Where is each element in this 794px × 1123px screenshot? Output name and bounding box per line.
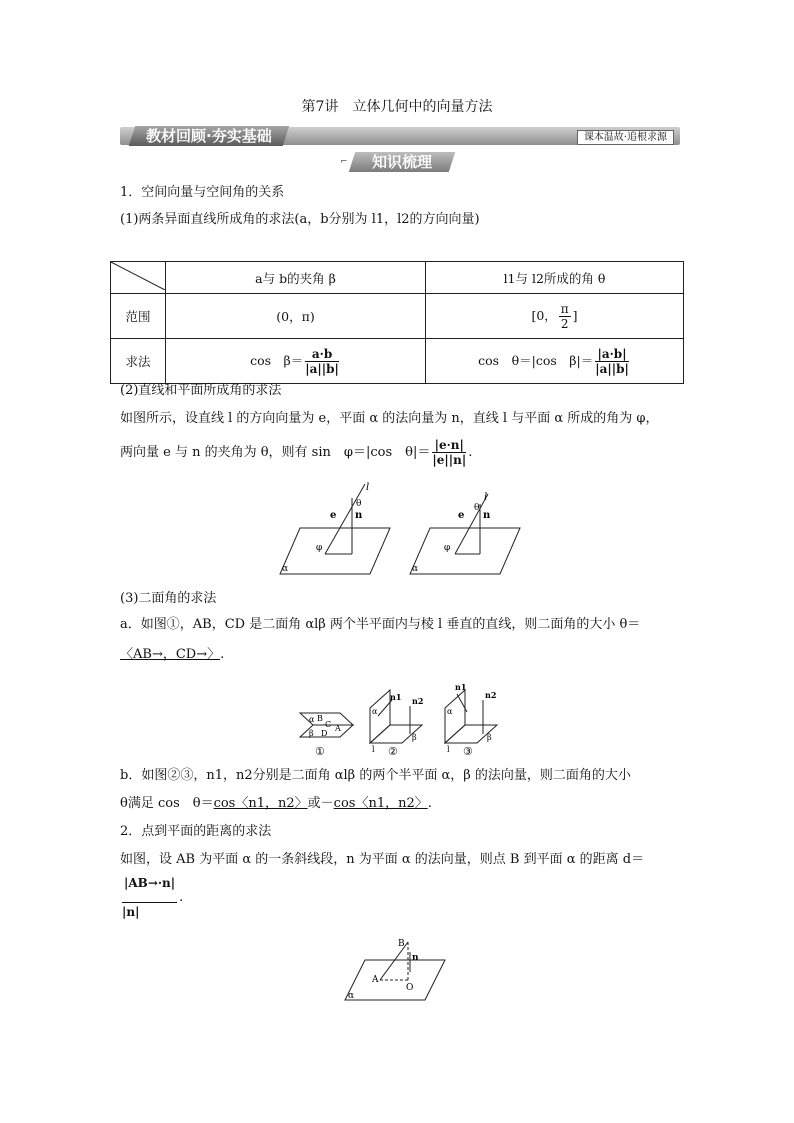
para-dihedral-a: a．如图①，AB，CD 是二面角 αlβ 两个半平面内与棱 l 垂直的直线，则二面角的大小 θ＝ xyxy=(120,617,641,632)
table-row-range-b: [0， $\frac{\pi}{2}$ ] xyxy=(426,294,684,339)
banner-left-text: 教材回顾·夯实基础 xyxy=(146,127,272,145)
figure-dihedral-2 xyxy=(370,690,423,758)
table-header-2: l1与 l2所成的角 θ xyxy=(426,262,684,294)
heading-2: 2．点到平面的距离的求法 xyxy=(120,824,272,839)
svg-text:φ: φ xyxy=(444,543,451,553)
svg-text:β: β xyxy=(487,733,492,742)
para-1-4: 两向量 e 与 n 的夹角为 θ，则有 sin φ＝|cos θ|＝ $\frac{|e\cdot n|}{|e||n|}$ . xyxy=(120,438,473,467)
svg-text:B: B xyxy=(317,714,323,723)
angle-table xyxy=(110,261,684,384)
svg-text:②: ② xyxy=(388,745,398,758)
svg-text:n2: n2 xyxy=(412,696,424,706)
section-banner xyxy=(120,127,680,147)
table-row-range-a: (0，π) xyxy=(166,294,426,339)
svg-text:φ: φ xyxy=(316,543,323,553)
svg-text:θ: θ xyxy=(356,499,362,509)
svg-text:A: A xyxy=(335,724,341,733)
svg-text:③: ③ xyxy=(463,745,473,758)
para-1-3: 如图所示，设直线 l 的方向向量为 e，平面 α 的法向量为 n，直线 l 与平面 α 所成的角为 φ， xyxy=(120,411,659,426)
heading-1-2: (2)直线和平面所成角的求法 xyxy=(120,383,282,398)
banner-left xyxy=(129,126,289,146)
table-corner xyxy=(111,262,166,294)
table-header-1: a与 b的夹角 β xyxy=(166,262,426,294)
svg-text:n: n xyxy=(355,510,363,521)
heading-1: 1．空间向量与空间角的关系 xyxy=(120,185,285,200)
subsection-banner xyxy=(340,152,456,172)
pi-over-2: $\frac{\pi}{2}$ xyxy=(560,301,569,331)
figure-dihedral-3 xyxy=(445,682,497,758)
svg-text:α: α xyxy=(348,991,355,1001)
svg-text:l: l xyxy=(447,745,450,754)
svg-text:O: O xyxy=(406,983,414,993)
svg-text:θ: θ xyxy=(474,503,480,513)
banner-right-text: 课本温故·追根求源 xyxy=(577,130,674,145)
svg-text:α: α xyxy=(372,707,378,716)
para-1-1: (1)两条异面直线所成角的求法(a，b分别为 l1，l2的方向向量) xyxy=(120,212,480,227)
para-dihedral-b: b．如图②③，n1，n2分别是二面角 αlβ 的两个半平面 α，β 的法向量，则二面角的大小 xyxy=(120,768,631,783)
figure-line-plane-b xyxy=(410,492,520,574)
diagonal-line xyxy=(111,262,165,290)
table-row-method-a: cos β＝ $\frac{a\cdot b}{|a||b|}$ xyxy=(166,339,426,384)
svg-text:β: β xyxy=(309,729,314,738)
svg-text:n2: n2 xyxy=(485,690,497,700)
svg-text:e: e xyxy=(330,510,337,521)
table-row-range-label: 范围 xyxy=(111,294,166,339)
svg-text:e: e xyxy=(458,510,465,521)
table-row-method-label: 求法 xyxy=(111,339,166,384)
para-2-1: 如图，设 AB 为平面 α 的一条斜线段，n 为平面 α 的法向量，则点 B 到平面 α 的距离 d＝ xyxy=(120,852,645,867)
svg-text:n1: n1 xyxy=(390,692,402,702)
para-dihedral-b-answer: θ满足 cos θ＝cos〈n1，n2〉或－cos〈n1，n2〉. xyxy=(120,796,432,811)
svg-text:D: D xyxy=(321,729,328,738)
dash-icon: ⌐ xyxy=(340,157,348,167)
svg-text:①: ① xyxy=(315,745,325,758)
svg-text:n1: n1 xyxy=(455,682,467,692)
svg-text:C: C xyxy=(325,720,332,729)
page-title: 第7讲 立体几何中的向量方法 xyxy=(301,99,493,115)
svg-text:l: l xyxy=(484,492,488,503)
distance-formula: $\frac{|AB\to\cdot n|}{|n|}$ . xyxy=(122,876,184,919)
svg-text:α: α xyxy=(412,564,419,574)
svg-text:l: l xyxy=(372,745,375,754)
svg-text:n: n xyxy=(483,510,491,521)
svg-text:A: A xyxy=(372,975,379,985)
heading-1-3: (3)二面角的求法 xyxy=(120,591,217,606)
figure-line-plane-a xyxy=(280,482,390,574)
svg-text:n: n xyxy=(412,953,419,963)
svg-text:α: α xyxy=(309,715,315,724)
subsection-title: 知识梳理 xyxy=(371,153,432,171)
para-dihedral-a-answer: 〈AB→，CD→〉. xyxy=(120,647,225,662)
svg-text:B: B xyxy=(398,939,405,949)
figure-dihedral-1 xyxy=(300,713,353,758)
table-row-method-b: cos θ＝|cos β|＝ $\frac{|a\cdot b|}{|a||b|}$ xyxy=(426,339,684,384)
svg-text:α: α xyxy=(282,564,289,574)
svg-text:α: α xyxy=(447,707,453,716)
figure-point-plane xyxy=(340,932,450,1004)
figure-line-plane xyxy=(270,478,530,578)
figure-dihedral xyxy=(295,680,520,760)
svg-text:l: l xyxy=(366,482,370,493)
svg-text:β: β xyxy=(412,733,417,742)
